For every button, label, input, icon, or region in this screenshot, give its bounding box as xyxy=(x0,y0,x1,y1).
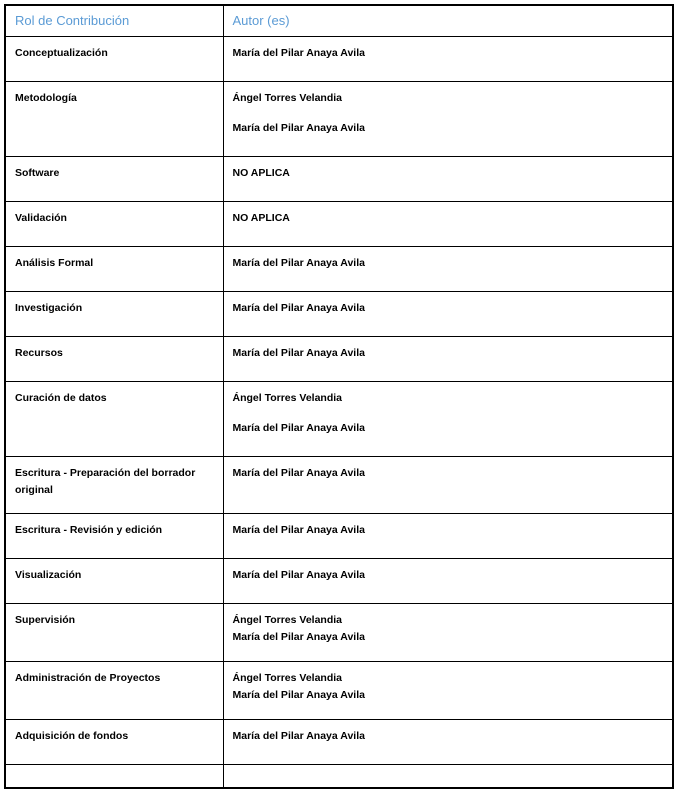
author-name: NO APLICA xyxy=(232,211,290,224)
table-row xyxy=(5,381,673,456)
authors-cell xyxy=(223,456,673,513)
author-name: María del Pilar Anaya Avila xyxy=(232,568,365,581)
role-cell: Conceptualización xyxy=(5,36,223,81)
role-cell: Curación de datos xyxy=(5,381,223,456)
authors-cell xyxy=(223,246,673,291)
authors-cell xyxy=(223,156,673,201)
role-cell: Visualización xyxy=(5,558,223,603)
authors-cell xyxy=(223,381,673,456)
role-cell: Escritura - Preparación del borrador original xyxy=(5,456,223,513)
role-cell: Software xyxy=(5,156,223,201)
table-row xyxy=(5,36,673,81)
author-name: Ángel Torres Velandia xyxy=(232,671,343,684)
partial-row xyxy=(5,764,673,788)
author-name: María del Pilar Anaya Avila xyxy=(232,729,365,742)
empty-cell xyxy=(5,764,223,788)
role-cell: Administración de Proyectos xyxy=(5,661,223,719)
role-cell: Análisis Formal xyxy=(5,246,223,291)
contribution-roles-table xyxy=(4,4,674,789)
authors-cell xyxy=(223,81,673,156)
role-cell: Recursos xyxy=(5,336,223,381)
table-row xyxy=(5,81,673,156)
author-name: María del Pilar Anaya Avila xyxy=(232,466,365,479)
authors-cell xyxy=(223,36,673,81)
authors-cell xyxy=(223,291,673,336)
authors-cell xyxy=(223,201,673,246)
table-row xyxy=(5,156,673,201)
authors-cell xyxy=(223,719,673,764)
authors-cell xyxy=(223,558,673,603)
table-row xyxy=(5,558,673,603)
table-row xyxy=(5,513,673,558)
table-row xyxy=(5,661,673,719)
author-name: María del Pilar Anaya Avila xyxy=(232,421,365,434)
role-cell: Investigación xyxy=(5,291,223,336)
table-row xyxy=(5,201,673,246)
role-cell: Escritura - Revisión y edición xyxy=(5,513,223,558)
author-name: María del Pilar Anaya Avila xyxy=(232,346,365,359)
table-row xyxy=(5,456,673,513)
table-row xyxy=(5,603,673,661)
author-name: María del Pilar Anaya Avila xyxy=(232,46,365,59)
author-name: María del Pilar Anaya Avila xyxy=(232,301,365,314)
author-name: Ángel Torres Velandia xyxy=(232,613,343,626)
author-name: NO APLICA xyxy=(232,166,290,179)
author-name: María del Pilar Anaya Avila xyxy=(232,688,365,701)
table-row xyxy=(5,336,673,381)
author-name: Ángel Torres Velandia xyxy=(232,91,343,104)
author-name: María del Pilar Anaya Avila xyxy=(232,523,365,536)
author-name: María del Pilar Anaya Avila xyxy=(232,256,365,269)
column-header-authors: Autor (es) xyxy=(223,5,673,36)
author-name: María del Pilar Anaya Avila xyxy=(232,121,365,134)
author-name: María del Pilar Anaya Avila xyxy=(232,630,365,643)
role-cell: Validación xyxy=(5,201,223,246)
header-row xyxy=(5,5,673,36)
author-name: Ángel Torres Velandia xyxy=(232,391,343,404)
table-row xyxy=(5,246,673,291)
column-header-role: Rol de Contribución xyxy=(5,5,223,36)
role-cell: Metodología xyxy=(5,81,223,156)
authors-cell xyxy=(223,661,673,719)
role-cell: Supervisión xyxy=(5,603,223,661)
table-row xyxy=(5,291,673,336)
empty-cell xyxy=(223,764,673,788)
role-cell: Adquisición de fondos xyxy=(5,719,223,764)
table-body xyxy=(5,36,673,788)
table-row xyxy=(5,719,673,764)
authors-cell xyxy=(223,603,673,661)
authors-cell xyxy=(223,513,673,558)
authors-cell xyxy=(223,336,673,381)
